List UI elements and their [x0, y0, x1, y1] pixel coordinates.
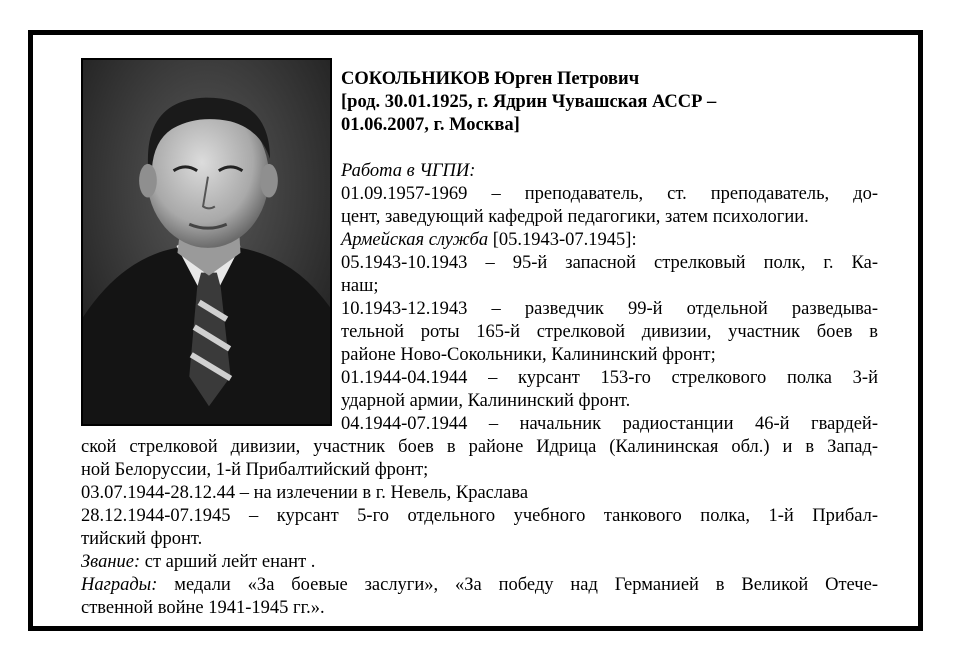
army-entry-line: 10.1943-12.1943 – разведчик 99-й отдельной разведыва-	[341, 299, 878, 319]
army-heading-line	[341, 229, 637, 251]
awards-label: Награды:	[81, 575, 158, 595]
person-dates-line2: 01.06.2007, г. Москва]	[341, 115, 520, 135]
army-entry-line: тельной роты 165-й стрелковой дивизии, участник боев в	[341, 322, 878, 342]
work-heading: Работа в ЧГПИ:	[341, 161, 476, 181]
card-frame	[28, 30, 923, 631]
army-entry-line: 05.1943-10.1943 – 95-й запасной стрелковый полк, г. Ка-	[341, 253, 878, 273]
army-entry-line: 04.1944-07.1944 – начальник радиостанции 46-й гвардей-	[341, 414, 878, 434]
rank-value: ст арший лейт енант .	[140, 552, 316, 572]
army-entry-line: ской стрелковой дивизии, участник боев в районе Идрица (Калининская обл.) и в Запад-	[81, 437, 878, 457]
awards-value: медали «За боевые заслуги», «За победу над Германией в Великой Отече-	[157, 575, 878, 595]
army-period: [05.1943-07.1945]:	[488, 230, 637, 250]
army-heading: Армейская служба	[341, 230, 489, 250]
work-line: цент, заведующий кафедрой педагогики, затем психологии.	[341, 207, 809, 227]
rank-label: Звание:	[81, 552, 141, 572]
person-name: СОКОЛЬНИКОВ Юрген Петрович	[341, 69, 640, 89]
portrait-image	[83, 60, 330, 424]
army-entry-line: 01.1944-04.1944 – курсант 153-го стрелкового полка 3-й	[341, 368, 878, 388]
army-entry-line: районе Ново-Сокольники, Калининский фронт;	[341, 345, 716, 365]
portrait-photo	[81, 58, 332, 426]
awards-line	[81, 574, 878, 596]
army-entry-line: тийский фронт.	[81, 529, 203, 549]
army-entry-line: ной Белоруссии, 1-й Прибалтийский фронт;	[81, 460, 429, 480]
rank-line	[81, 551, 315, 573]
army-entry-line: наш;	[341, 276, 379, 296]
person-dates-line1: [род. 30.01.1925, г. Ядрин Чувашская АССР –	[341, 92, 717, 112]
army-entry-line: 28.12.1944-07.1945 – курсант 5-го отдельного учебного танкового полка, 1-й Прибал-	[81, 506, 878, 526]
awards-line: ственной войне 1941-1945 гг.».	[81, 598, 325, 618]
army-entry-line: 03.07.1944-28.12.44 – на излечении в г. Невель, Краслава	[81, 483, 529, 503]
army-entry-line: ударной армии, Калининский фронт.	[341, 391, 631, 411]
work-line: 01.09.1957-1969 – преподаватель, ст. преподаватель, до-	[341, 184, 878, 204]
